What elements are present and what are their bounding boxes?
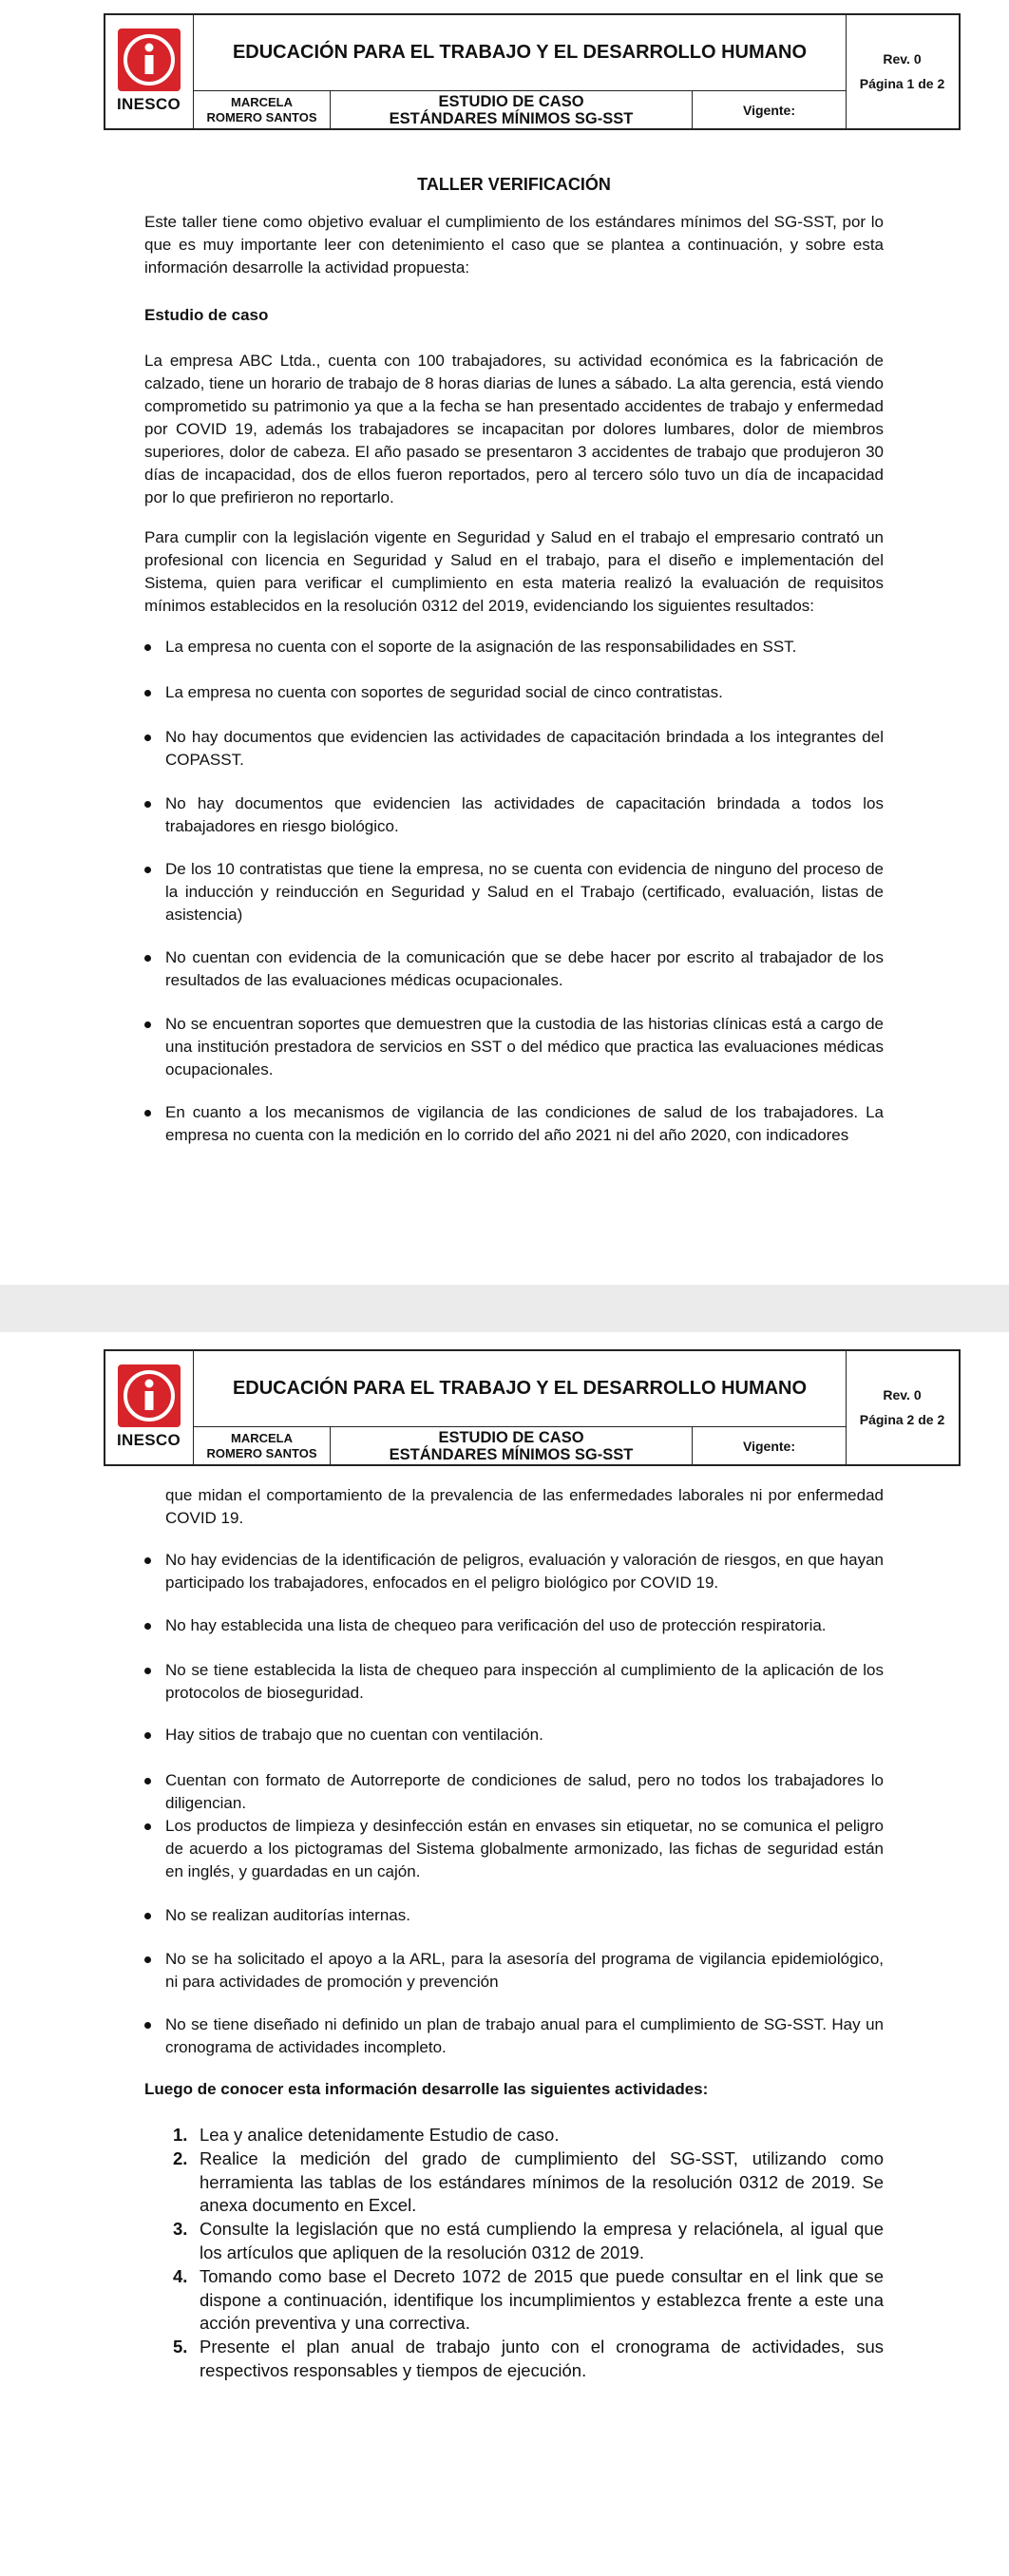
list-item: De los 10 contratistas que tiene la empresa, no se cuenta con evidencia de ninguno del proceso de la inducción y reinducción en Seguridad y Salud en el Trabajo (certificado, evaluación, listas de asistencia) bbox=[144, 858, 884, 926]
list-item: No se realizan auditorías internas. bbox=[144, 1904, 884, 1927]
list-item: No hay documentos que evidencien las actividades de capacitación brindada a los integrantes del COPASST. bbox=[144, 726, 884, 772]
list-item: La empresa no cuenta con el soporte de la asignación de las responsabilidades en SST. bbox=[144, 636, 884, 658]
page-title: TALLER VERIFICACIÓN bbox=[417, 175, 611, 194]
study-line-2: ESTÁNDARES MÍNIMOS SG-SST bbox=[389, 1446, 634, 1463]
bullet-icon bbox=[144, 867, 151, 873]
list-item: Cuentan con formato de Autorreporte de condiciones de salud, pero no todos los trabajadores lo diligencian. bbox=[144, 1769, 884, 1815]
list-item: Hay sitios de trabajo que no cuentan con ventilación. bbox=[144, 1724, 884, 1746]
revision-label: Rev. 0 bbox=[883, 1387, 922, 1402]
bullet-icon bbox=[144, 690, 151, 696]
document-page-2 bbox=[0, 1332, 1009, 2576]
page-number: Página 1 de 2 bbox=[859, 76, 945, 91]
bullet-icon bbox=[144, 1110, 151, 1116]
bullet-icon bbox=[144, 644, 151, 651]
header-title: EDUCACIÓN PARA EL TRABAJO Y EL DESARROLLO HUMANO bbox=[194, 1351, 846, 1427]
study-line-2: ESTÁNDARES MÍNIMOS SG-SST bbox=[389, 110, 634, 127]
case-study-heading: Estudio de caso bbox=[144, 306, 269, 324]
bullet-continuation: que midan el comportamiento de la prevalencia de las enfermedades laborales ni por enfermedad COVID 19. bbox=[165, 1486, 884, 1527]
author-last-name: ROMERO SANTOS bbox=[206, 1446, 317, 1460]
bullet-icon bbox=[144, 1956, 151, 1963]
bullet-icon bbox=[144, 1778, 151, 1784]
list-item: Los productos de limpieza y desinfección están en envases sin etiquetar, no se comunica el peligro de acuerdo a los pictogramas del Sistema globalmente armonizado, las fichas de seguridad están en inglés, y guardadas en un cajón. bbox=[144, 1815, 884, 1883]
document-header bbox=[104, 13, 961, 130]
author-first-name: MARCELA bbox=[231, 95, 293, 109]
logo-text: INESCO bbox=[117, 95, 181, 113]
inesco-logo-icon bbox=[118, 1364, 181, 1427]
document-page-1 bbox=[0, 0, 1009, 1285]
list-item: No hay documentos que evidencien las actividades de capacitación brindada a todos los trabajadores en riesgo biológico. bbox=[144, 792, 884, 838]
study-line-1: ESTUDIO DE CASO bbox=[438, 1429, 584, 1446]
header-study bbox=[331, 1427, 693, 1464]
header-author bbox=[194, 1427, 331, 1464]
bullet-icon bbox=[144, 1668, 151, 1674]
bullet-icon bbox=[144, 1021, 151, 1028]
list-item: No hay evidencias de la identificación de peligros, evaluación y valoración de riesgos, en que hayan participado los trabajadores, enfocados en el peligro biológico por COVID 19. bbox=[144, 1549, 884, 1594]
list-item: No se ha solicitado el apoyo a la ARL, para la asesoría del programa de vigilancia epidemiológico, ni para actividades de promoción y prevención bbox=[144, 1948, 884, 1994]
header-vigente: Vigente: bbox=[743, 1438, 795, 1454]
bullet-icon bbox=[144, 1732, 151, 1739]
bullet-icon bbox=[144, 1823, 151, 1830]
bullet-icon bbox=[144, 955, 151, 962]
document-header bbox=[104, 1349, 961, 1466]
inesco-logo bbox=[105, 15, 194, 128]
bullet-icon bbox=[144, 2022, 151, 2029]
list-item: No se tiene establecida la lista de chequeo para inspección al cumplimiento de la aplicación de los protocolos de bioseguridad. bbox=[144, 1659, 884, 1705]
author-first-name: MARCELA bbox=[231, 1431, 293, 1445]
bullet-icon bbox=[144, 1913, 151, 1919]
logo-text: INESCO bbox=[117, 1431, 181, 1449]
header-revision-box bbox=[846, 1351, 959, 1464]
activity-item: 3. Consulte la legislación que no está cumpliendo la empresa y relaciónela, al igual que los artículos que apliquen de la resolución 0312 de 2019. bbox=[173, 2219, 884, 2262]
inesco-logo-icon bbox=[118, 29, 181, 91]
list-item: La empresa no cuenta con soportes de seguridad social de cinco contratistas. bbox=[144, 681, 884, 704]
list-item: No cuentan con evidencia de la comunicación que se debe hacer por escrito al trabajador de los resultados de las evaluaciones médicas ocupacionales. bbox=[144, 946, 884, 992]
author-last-name: ROMERO SANTOS bbox=[206, 110, 317, 124]
bullet-icon bbox=[144, 735, 151, 741]
header-revision-box bbox=[846, 15, 959, 128]
intro-paragraph: Este taller tiene como objetivo evaluar el cumplimiento de los estándares mínimos del SG-SST, por lo que es muy importante leer con detenimiento el caso que se plantea a continuación, y sobre esta información desarrolle la actividad propuesta: bbox=[144, 213, 884, 277]
activity-item: 5. Presente el plan anual de trabajo junto con el cronograma de actividades, sus respectivos responsables y tiempos de ejecución. bbox=[173, 2337, 884, 2380]
header-author bbox=[194, 91, 331, 128]
page-number: Página 2 de 2 bbox=[859, 1412, 945, 1427]
activity-item: 2. Realice la medición del grado de cumplimiento del SG-SST, utilizando como herramienta las tablas de los estándares mínimos de la resolución 0312 de 2019. Se anexa documento en Excel. bbox=[173, 2148, 884, 2215]
bullet-icon bbox=[144, 801, 151, 808]
revision-label: Rev. 0 bbox=[883, 51, 922, 67]
list-item: En cuanto a los mecanismos de vigilancia de las condiciones de salud de los trabajadores. La empresa no cuenta con la medición en lo corrido del año 2021 ni del año 2020, con indicadores bbox=[144, 1101, 884, 1147]
list-item: No se encuentran soportes que demuestren que la custodia de las historias clínicas está a cargo de una institución prestadora de servicios en SST o del médico que practica las evaluaciones médicas ocupacionales. bbox=[144, 1013, 884, 1081]
case-paragraph-1: La empresa ABC Ltda., cuenta con 100 trabajadores, su actividad económica es la fabricación de calzado, tiene un horario de trabajo de 8 horas diarias de lunes a sábado. La alta gerencia, está viendo comprometido su patrimonio ya que a la fecha se han presentado accidentes de trabajo y enfermedad por COVID 19, además los trabajadores se incapacitan por dolores lumbares, dolor de miembros superiores, dolor de cabeza. El año pasado se presentaron 3 accidentes de trabajo que produjeron 30 días de incapacidad, dos de ellos fueron reportados, pero al tercero sólo tuvo un día de incapacidad por lo que prefirieron no reportarlo. bbox=[144, 352, 884, 506]
header-title: EDUCACIÓN PARA EL TRABAJO Y EL DESARROLLO HUMANO bbox=[194, 15, 846, 91]
list-item: No se tiene diseñado ni definido un plan de trabajo anual para el cumplimiento de SG-SST. Hay un cronograma de actividades incompleto. bbox=[144, 2013, 884, 2059]
study-line-1: ESTUDIO DE CASO bbox=[438, 93, 584, 110]
activity-item: 4. Tomando como base el Decreto 1072 de 2015 que puede consultar en el link que se dispone a continuación, identifique los incumplimientos y establezca frente a este una acción preventiva y una correctiva. bbox=[173, 2266, 884, 2333]
header-vigente: Vigente: bbox=[743, 102, 795, 118]
bullet-icon bbox=[144, 1557, 151, 1564]
list-item: No hay establecida una lista de chequeo para verificación del uso de protección respiratoria. bbox=[144, 1614, 884, 1637]
activity-item: 1. Lea y analice detenidamente Estudio de caso. bbox=[173, 2125, 560, 2145]
header-study bbox=[331, 91, 693, 128]
bullet-icon bbox=[144, 1623, 151, 1630]
inesco-logo bbox=[105, 1351, 194, 1464]
case-paragraph-2: Para cumplir con la legislación vigente en Seguridad y Salud en el trabajo el empresario contrató un profesional con licencia en Seguridad y Salud en el trabajo, para el diseño e implementación del Sistema, quien para verificar el cumplimiento en esta materia realizó la evaluación de requisitos mínimos establecidos en la resolución 0312 del 2019, evidenciando los siguientes resultados: bbox=[144, 528, 884, 615]
activities-heading: Luego de conocer esta información desarrolle las siguientes actividades: bbox=[144, 2080, 709, 2098]
